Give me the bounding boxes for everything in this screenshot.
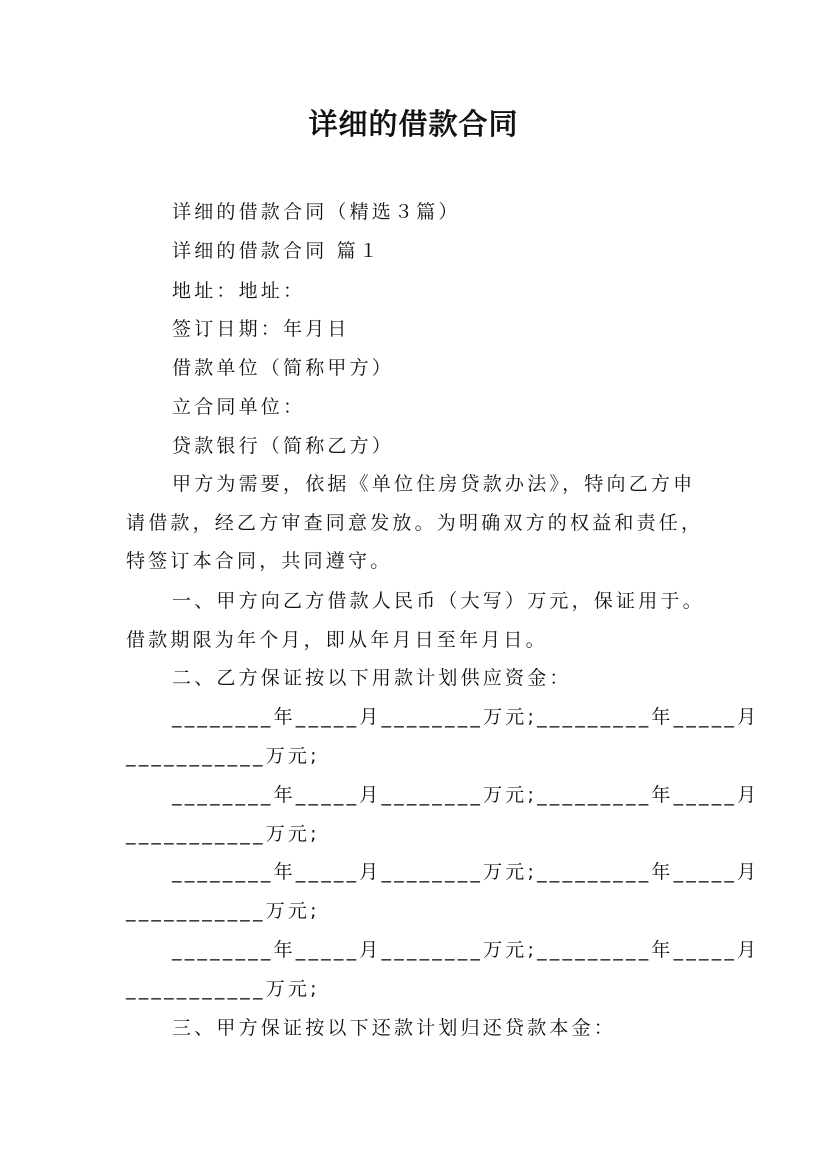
fill-in-line: ________年_____月________万元;_________年_____月 <box>172 861 760 883</box>
subtitle-line: 详细的借款合同（精选３篇） <box>172 201 461 223</box>
borrower-line: 借款单位（简称甲方） <box>172 357 395 379</box>
address-line: 地址：地址： <box>172 280 306 302</box>
contract-unit-line: 立合同单位： <box>172 396 306 418</box>
fill-in-line: ________年_____月________万元;_________年_____月 <box>172 939 760 961</box>
clause-three-line: 三、甲方保证按以下还款计划归还贷款本金： <box>172 1017 617 1039</box>
document-title: 详细的借款合同 <box>308 107 519 141</box>
paragraph-line: 甲方为需要，依据《单位住房贷款办法》，特向乙方申 <box>172 473 696 495</box>
sign-date-line: 签订日期：年月日 <box>172 318 350 340</box>
fill-in-line: ___________万元; <box>126 823 320 845</box>
clause-two-line: 二、乙方保证按以下用款计划供应资金： <box>172 667 572 689</box>
fill-in-line: ________年_____月________万元;_________年_____月 <box>172 784 760 806</box>
paragraph-line: 特签订本合同，共同遵守。 <box>126 550 393 572</box>
section-heading-line: 详细的借款合同 篇１ <box>172 240 382 262</box>
fill-in-line: ___________万元; <box>126 745 320 767</box>
clause-one-line: 借款期限为年个月，即从年月日至年月日。 <box>126 629 548 651</box>
fill-in-line: ___________万元; <box>126 900 320 922</box>
clause-one-line: 一、甲方向乙方借款人民币（大写）万元，保证用于。 <box>172 590 705 612</box>
fill-in-line: ___________万元; <box>126 978 320 1000</box>
fill-in-line: ________年_____月________万元;_________年_____月 <box>172 706 760 728</box>
lender-line: 贷款银行（简称乙方） <box>172 435 395 457</box>
paragraph-line: 请借款，经乙方审查同意发放。为明确双方的权益和责任， <box>126 512 704 534</box>
